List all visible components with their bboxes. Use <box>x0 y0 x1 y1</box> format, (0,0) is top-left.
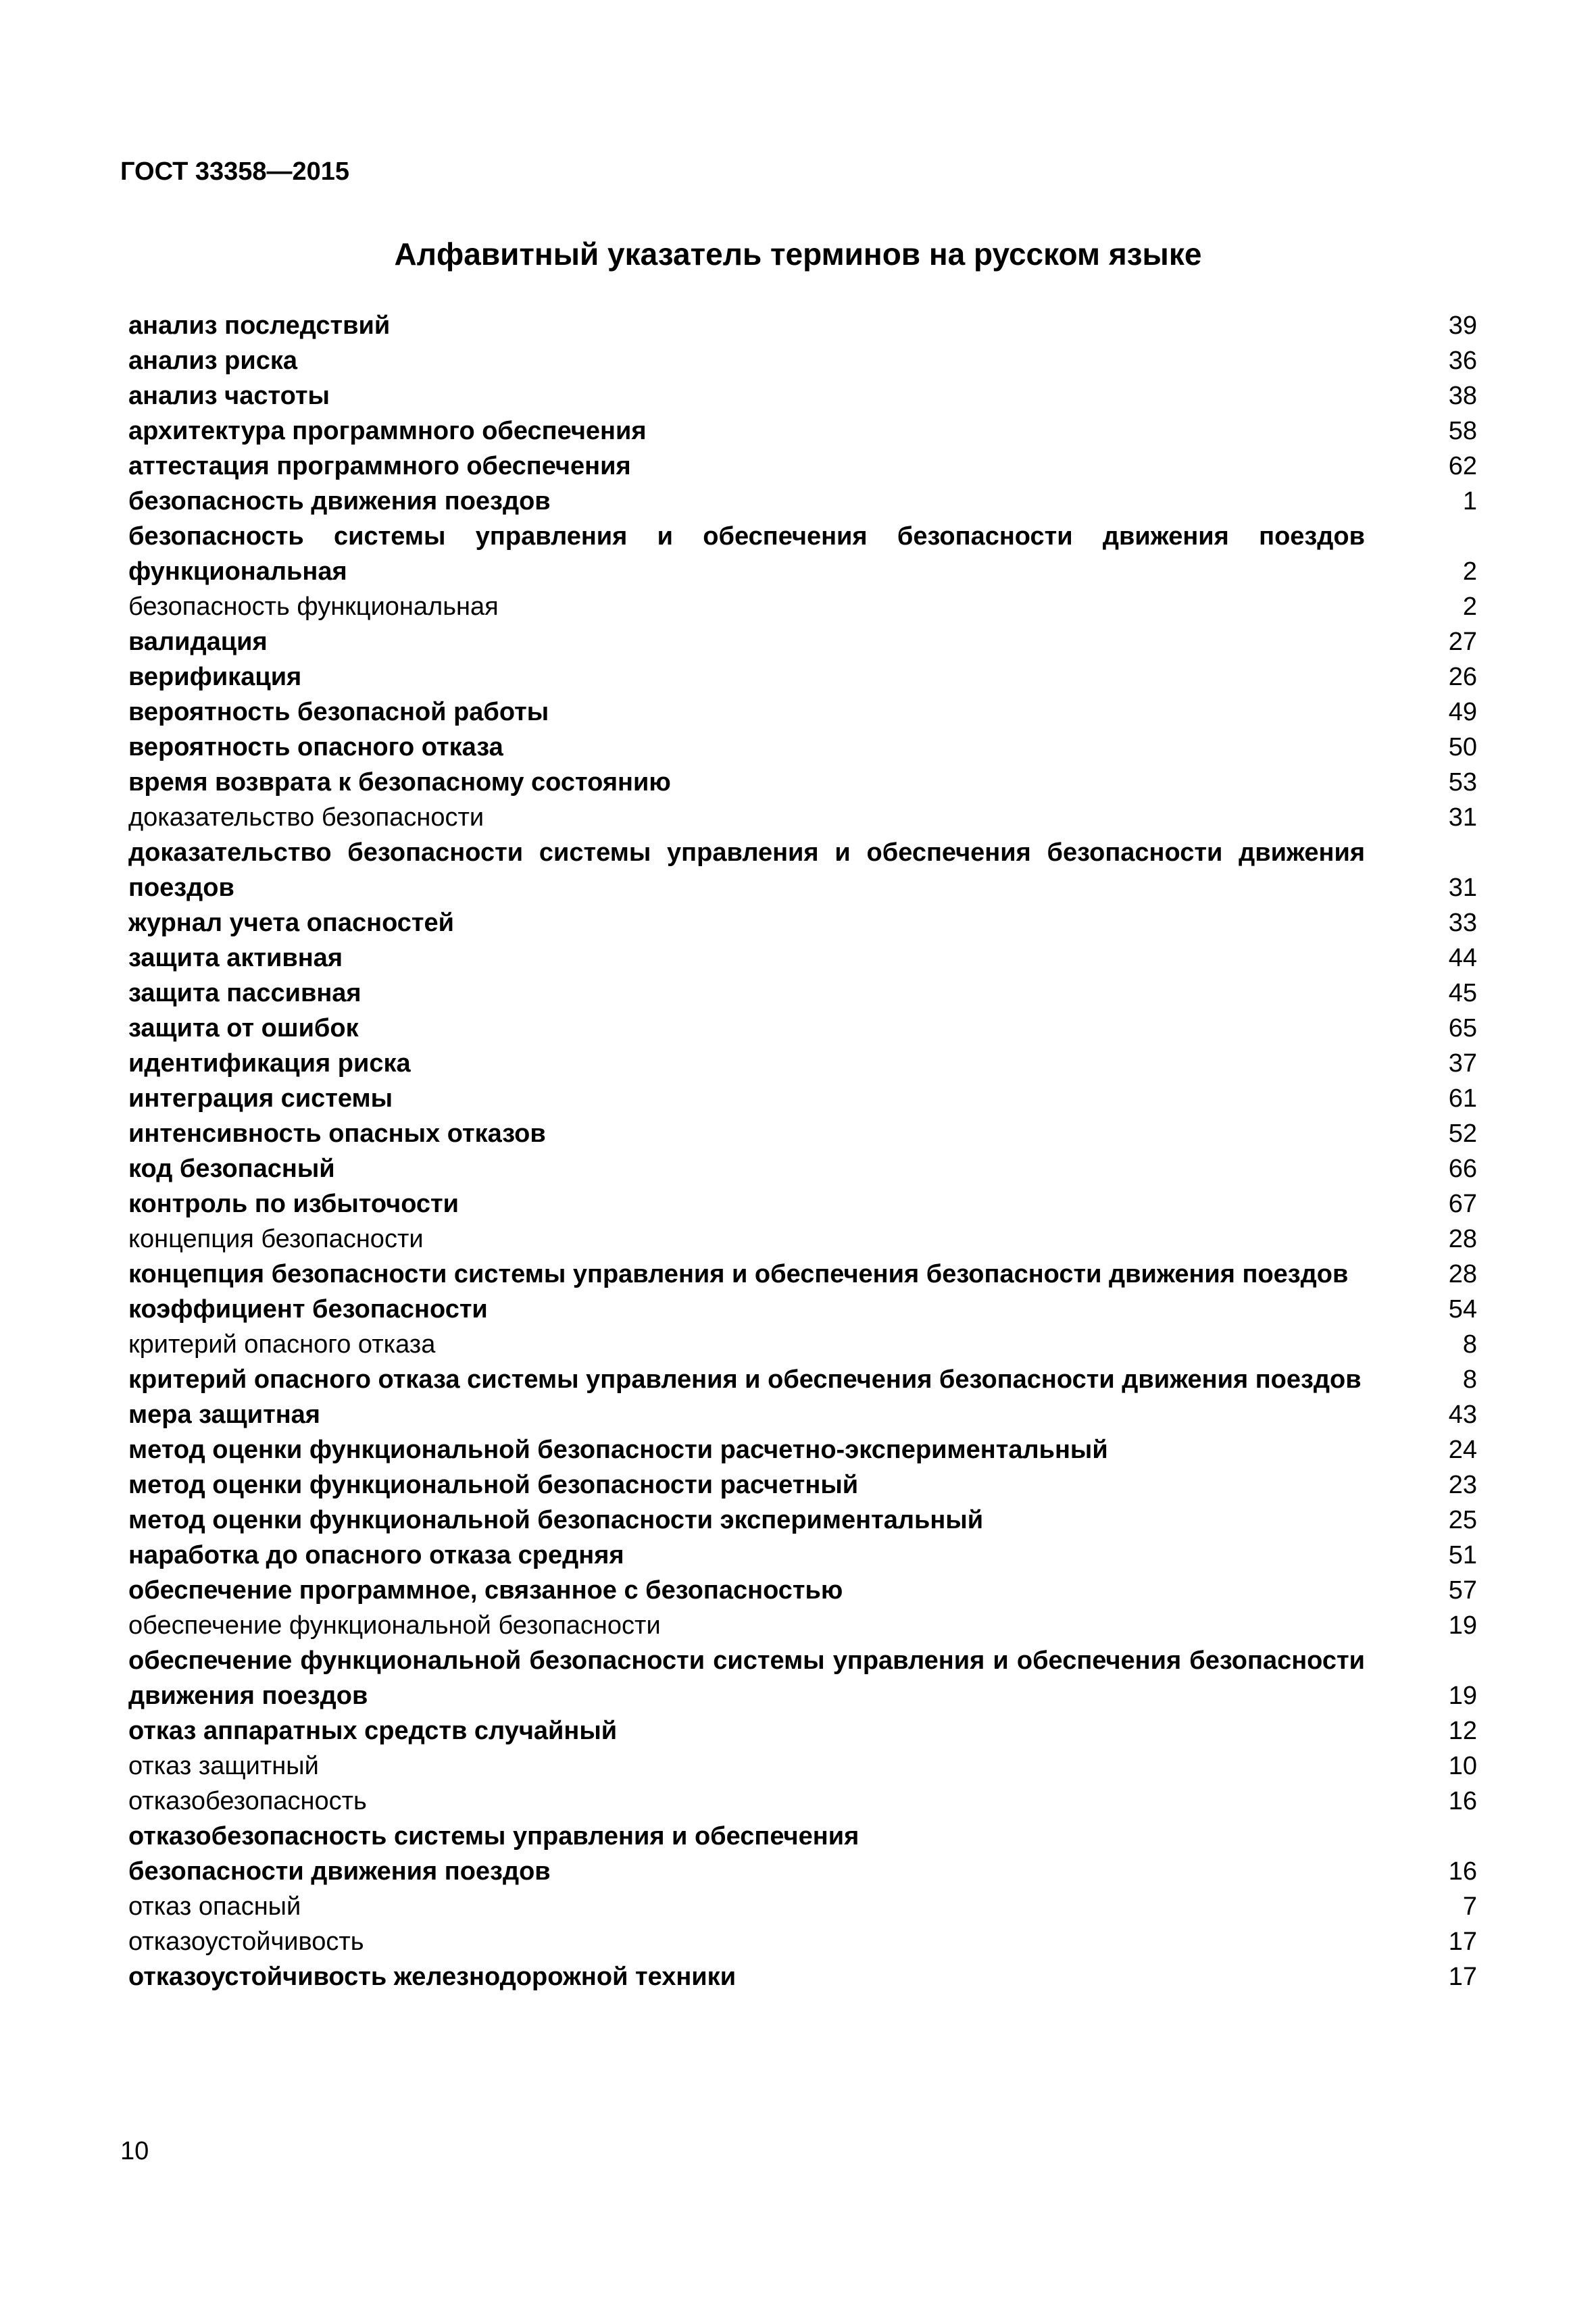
index-entry <box>128 1889 1477 1924</box>
index-entry-term: безопасность движения поездов <box>128 487 551 515</box>
index-entry-term: мера защитная <box>128 1401 320 1429</box>
index-entry-term: защита пассивная <box>128 979 361 1007</box>
index-entry-page: 44 <box>1448 944 1477 972</box>
index-entry-page: 61 <box>1448 1084 1477 1113</box>
index-entry <box>128 800 1477 835</box>
index-entry-page: 25 <box>1448 1506 1477 1534</box>
index-entry-term: вероятность опасного отказа <box>128 733 503 761</box>
index-entry-page: 28 <box>1448 1225 1477 1253</box>
index-entry-page: 50 <box>1448 733 1477 761</box>
index-entry-page: 2 <box>1462 557 1477 586</box>
index-entry-page: 67 <box>1448 1190 1477 1218</box>
index-entry-term: доказательство безопасности системы управления и обеспечения безопасности движения поездов <box>128 838 1365 902</box>
index-entry-term: наработка до опасного отказа средняя <box>128 1541 624 1569</box>
index-entry <box>128 1959 1477 1994</box>
index-entry-page: 19 <box>1448 1682 1477 1710</box>
index-entry-term: верификация <box>128 663 302 691</box>
index-title: Алфавитный указатель терминов на русском языке <box>394 236 1202 272</box>
index-entry-page: 23 <box>1448 1471 1477 1499</box>
index-entry-term: отказоустойчивость железнодорожной техники <box>128 1963 737 1991</box>
index-entry <box>128 1327 1477 1362</box>
index-entry-page: 28 <box>1448 1260 1477 1288</box>
index-entry <box>128 1784 1477 1819</box>
term-index-list <box>128 308 1477 1994</box>
index-entry-page: 37 <box>1448 1049 1477 1078</box>
index-entry-term: отказобезопасность <box>128 1787 367 1815</box>
document-code: ГОСТ 33358—2015 <box>120 157 350 186</box>
index-entry-term: аттестация программного обеспечения <box>128 452 631 480</box>
index-entry <box>128 695 1477 730</box>
index-entry-term: концепция безопасности системы управления и обеспечения безопасности движения поездов <box>128 1260 1349 1288</box>
index-entry-page: 16 <box>1448 1857 1477 1886</box>
index-entry-term: метод оценки функциональной безопасности экспериментальный <box>128 1506 984 1534</box>
index-entry-page: 51 <box>1448 1541 1477 1569</box>
index-entry <box>128 1643 1477 1713</box>
index-entry-page: 19 <box>1448 1611 1477 1640</box>
index-entry <box>128 519 1477 589</box>
index-entry <box>128 1432 1477 1467</box>
index-entry <box>128 1116 1477 1151</box>
index-entry-term: вероятность безопасной работы <box>128 698 549 726</box>
index-entry-page: 62 <box>1448 452 1477 480</box>
index-entry-term: метод оценки функциональной безопасности расчетно-экспериментальный <box>128 1436 1108 1464</box>
index-entry <box>128 413 1477 449</box>
index-entry-term: обеспечение программное, связанное с безопасностью <box>128 1576 843 1605</box>
index-entry <box>128 659 1477 695</box>
index-entry-term: архитектура программного обеспечения <box>128 417 647 445</box>
index-entry <box>128 1292 1477 1327</box>
index-entry-term: отказоустойчивость <box>128 1928 364 1956</box>
index-entry-term: критерий опасного отказа <box>128 1330 436 1359</box>
index-entry-term: валидация <box>128 628 268 656</box>
index-entry-term: отказ опасный <box>128 1892 301 1921</box>
index-entry-term-line: отказобезопасность системы управления и обеспечения <box>128 1822 859 1851</box>
index-entry-term: отказ защитный <box>128 1752 319 1780</box>
index-entry <box>128 1608 1477 1643</box>
index-entry-term: интенсивность опасных отказов <box>128 1120 546 1148</box>
index-entry-term: анализ последствий <box>128 311 391 340</box>
index-entry-term: критерий опасного отказа системы управления и обеспечения безопасности движения поездов <box>128 1365 1362 1394</box>
index-entry-term: обеспечение функциональной безопасности системы управления и обеспечения безопасности движения поездов <box>128 1646 1365 1710</box>
index-entry-term: код безопасный <box>128 1155 335 1183</box>
index-entry <box>128 1081 1477 1116</box>
index-entry-term-line: безопасности движения поездов <box>128 1857 551 1886</box>
index-entry <box>128 1011 1477 1046</box>
index-entry-page: 36 <box>1448 347 1477 375</box>
index-entry-term: доказательство безопасности <box>128 803 484 832</box>
index-entry <box>128 1503 1477 1538</box>
index-entry-term: идентификация риска <box>128 1049 411 1078</box>
index-entry <box>128 308 1477 343</box>
index-entry-term: безопасность функциональная <box>128 593 499 621</box>
index-entry <box>128 1749 1477 1784</box>
index-entry-page: 66 <box>1448 1155 1477 1183</box>
index-entry-term: защита активная <box>128 944 343 972</box>
index-entry-term: журнал учета опасностей <box>128 909 455 937</box>
index-entry-page: 31 <box>1448 874 1477 902</box>
index-entry-term: отказ аппаратных средств случайный <box>128 1717 618 1745</box>
index-entry-term: метод оценки функциональной безопасности расчетный <box>128 1471 859 1499</box>
index-entry-page: 17 <box>1448 1928 1477 1956</box>
index-entry <box>128 765 1477 800</box>
index-entry <box>128 1538 1477 1573</box>
index-entry-page: 8 <box>1462 1365 1477 1394</box>
index-entry-page: 31 <box>1448 803 1477 832</box>
index-entry <box>128 378 1477 413</box>
index-entry-page: 54 <box>1448 1295 1477 1324</box>
index-entry-term: контроль по избыточости <box>128 1190 459 1218</box>
index-entry-page: 52 <box>1448 1120 1477 1148</box>
index-entry-page: 10 <box>1448 1752 1477 1780</box>
index-entry-term: время возврата к безопасному состоянию <box>128 768 671 797</box>
index-entry <box>128 976 1477 1011</box>
index-entry-page: 49 <box>1448 698 1477 726</box>
index-entry <box>128 1819 1477 1889</box>
index-entry-page: 27 <box>1448 628 1477 656</box>
index-entry-page: 53 <box>1448 768 1477 797</box>
index-entry-term: интеграция системы <box>128 1084 393 1113</box>
index-entry-term: концепция безопасности <box>128 1225 424 1253</box>
index-entry <box>128 1362 1477 1397</box>
index-entry <box>128 1151 1477 1186</box>
index-entry <box>128 940 1477 976</box>
index-entry-term: коэффициент безопасности <box>128 1295 488 1324</box>
index-entry-page: 1 <box>1462 487 1477 515</box>
index-entry-term <box>128 1819 1365 1889</box>
index-entry-page: 17 <box>1448 1963 1477 1991</box>
index-entry <box>128 1397 1477 1432</box>
index-entry-term: защита от ошибок <box>128 1014 359 1042</box>
index-entry-term: анализ риска <box>128 347 298 375</box>
index-entry-page: 65 <box>1448 1014 1477 1042</box>
index-entry-page: 7 <box>1462 1892 1477 1921</box>
index-entry-term: обеспечение функциональной безопасности <box>128 1611 661 1640</box>
index-entry-page: 38 <box>1448 382 1477 410</box>
index-entry-page: 45 <box>1448 979 1477 1007</box>
index-entry <box>128 905 1477 940</box>
index-entry-page: 16 <box>1448 1787 1477 1815</box>
index-entry <box>128 730 1477 765</box>
index-entry <box>128 1924 1477 1959</box>
index-entry-page: 2 <box>1462 593 1477 621</box>
index-entry-page: 39 <box>1448 311 1477 340</box>
index-entry <box>128 1467 1477 1503</box>
index-entry-term: безопасность системы управления и обеспечения безопасности движения поездов функциональная <box>128 522 1365 586</box>
index-entry-page: 57 <box>1448 1576 1477 1605</box>
index-entry <box>128 484 1477 519</box>
index-entry-page: 24 <box>1448 1436 1477 1464</box>
index-entry <box>128 1186 1477 1222</box>
index-entry <box>128 624 1477 659</box>
index-entry-page: 26 <box>1448 663 1477 691</box>
index-entry-term: анализ частоты <box>128 382 330 410</box>
index-entry <box>128 1257 1477 1292</box>
index-entry <box>128 1713 1477 1749</box>
index-entry-page: 8 <box>1462 1330 1477 1359</box>
index-entry-page: 12 <box>1448 1717 1477 1745</box>
index-entry <box>128 589 1477 624</box>
index-entry-page: 58 <box>1448 417 1477 445</box>
index-entry <box>128 1573 1477 1608</box>
index-entry <box>128 1222 1477 1257</box>
index-entry-page: 43 <box>1448 1401 1477 1429</box>
index-entry <box>128 1046 1477 1081</box>
index-entry <box>128 835 1477 905</box>
index-entry-page: 33 <box>1448 909 1477 937</box>
index-entry <box>128 449 1477 484</box>
page-number: 10 <box>120 2137 149 2165</box>
index-entry <box>128 343 1477 378</box>
